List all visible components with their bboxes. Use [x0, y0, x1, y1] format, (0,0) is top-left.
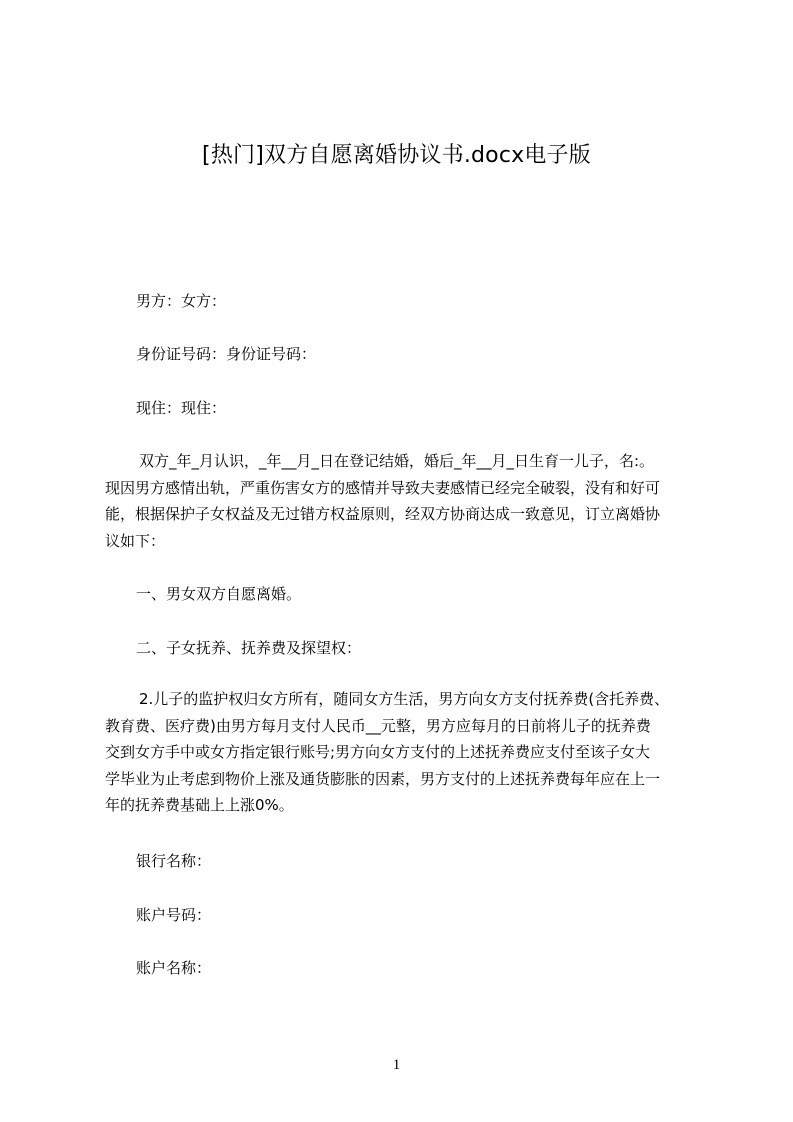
custody-paragraph-line: 2.儿子的监护权归女方所有，随同女方生活，男方向女方支付抚养费(含托养费、 — [139, 690, 670, 708]
intro-paragraph — [105, 448, 701, 554]
custody-paragraph-line: 交到女方手中或女方指定银行账号;男方向女方支付的上述抚养费应支付至该子女大 — [105, 743, 651, 761]
parties-line: 男方：女方： — [136, 292, 227, 310]
address-line: 现住：现住： — [136, 399, 227, 417]
clause-one: 一、男女双方自愿离婚。 — [136, 585, 302, 603]
custody-paragraph — [105, 686, 701, 819]
custody-paragraph-line: 年的抚养费基础上上涨0%。 — [105, 796, 294, 814]
intro-paragraph-line: 议如下： — [105, 531, 166, 550]
account-number-label: 账户号码： — [136, 906, 212, 924]
custody-paragraph-line: 学毕业为止考虑到物价上涨及通货膨胀的因素，男方支付的上述抚养费每年应在上一 — [105, 769, 661, 788]
intro-paragraph-line: 能，根据保护子女权益及无过错方权益原则，经双方协商达成一致意见，订立离婚协 — [105, 505, 661, 523]
intro-paragraph-line: 双方_年_月认识，_年__月_日在登记结婚，婚后_年__月_日生育一儿子，名:。 — [139, 452, 655, 470]
page-number: 1 — [392, 1057, 401, 1073]
id-number-line: 身份证号码：身份证号码： — [136, 345, 317, 363]
intro-paragraph-line: 现因男方感情出轨，严重伤害女方的感情并导致夫妻感情已经完全破裂，没有和好可 — [105, 478, 661, 497]
custody-paragraph-line: 教育费、医疗费)由男方每月支付人民币__元整，男方应每月的日前将儿子的抚养费 — [105, 716, 651, 735]
bank-name-label: 银行名称： — [136, 852, 212, 870]
document-title: [热门]双方自愿离婚协议书.docx电子版 — [202, 143, 591, 168]
account-name-label: 账户名称： — [136, 959, 212, 977]
clause-two: 二、子女抚养、抚养费及探望权： — [136, 639, 362, 657]
